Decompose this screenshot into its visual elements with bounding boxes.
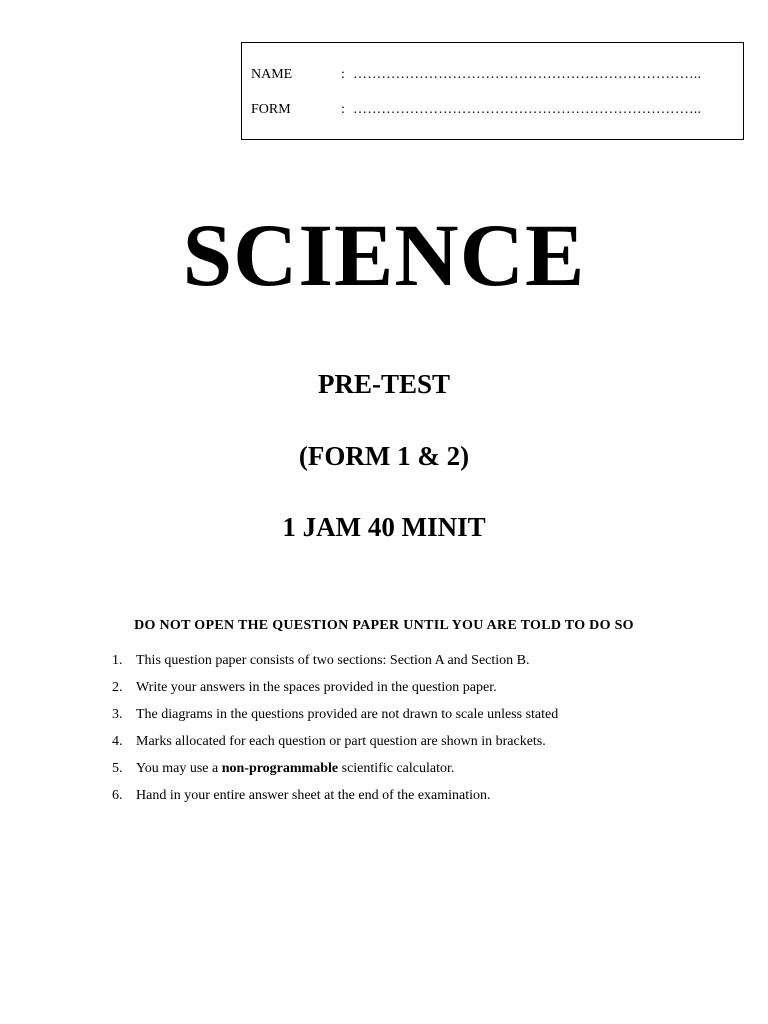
instruction-text: This question paper consists of two sections: Section A and Section B. (136, 653, 530, 668)
warning-notice: DO NOT OPEN THE QUESTION PAPER UNTIL YOU ARE TOLD TO DO SO (134, 618, 634, 633)
instruction-item (112, 760, 558, 787)
instruction-text: Marks allocated for each question or part question are shown in brackets. (136, 734, 546, 749)
instruction-number: 2. (112, 680, 123, 695)
paper-type: PRE-TEST (317, 369, 451, 399)
form-blank-line: ……………………………………………………………….. (353, 102, 702, 117)
instruction-number: 1. (112, 653, 123, 668)
form-label: FORM (251, 102, 291, 117)
paper-duration: 1 JAM 40 MINIT (282, 512, 486, 542)
name-blank-line: ……………………………………………………………….. (353, 67, 702, 82)
instructions-list (112, 652, 558, 814)
paper-title: SCIENCE (182, 207, 586, 305)
name-row (251, 67, 701, 83)
instruction-item (112, 679, 558, 706)
instruction-text: Hand in your entire answer sheet at the end of the examination. (136, 788, 491, 803)
form-colon: : (341, 102, 345, 117)
instruction-number: 5. (112, 761, 123, 776)
candidate-info-box (241, 42, 744, 140)
instruction-item (112, 787, 558, 814)
instruction-item (112, 706, 558, 733)
instruction-item (112, 733, 558, 760)
instruction-text-before: You may use a (136, 761, 222, 776)
instruction-number: 4. (112, 734, 123, 749)
instruction-text: Write your answers in the spaces provided in the question paper. (136, 680, 497, 695)
instruction-text-bold: non-programmable (221, 761, 339, 776)
instruction-number: 3. (112, 707, 123, 722)
instruction-item (112, 652, 558, 679)
name-label: NAME (251, 67, 293, 82)
instruction-text-after: scientific calculator. (338, 761, 455, 776)
instruction-text: The diagrams in the questions provided are not drawn to scale unless stated (136, 707, 559, 722)
instruction-number: 6. (112, 788, 123, 803)
form-row (251, 102, 701, 118)
name-colon: : (341, 67, 345, 82)
paper-form-level: (FORM 1 & 2) (298, 441, 470, 471)
